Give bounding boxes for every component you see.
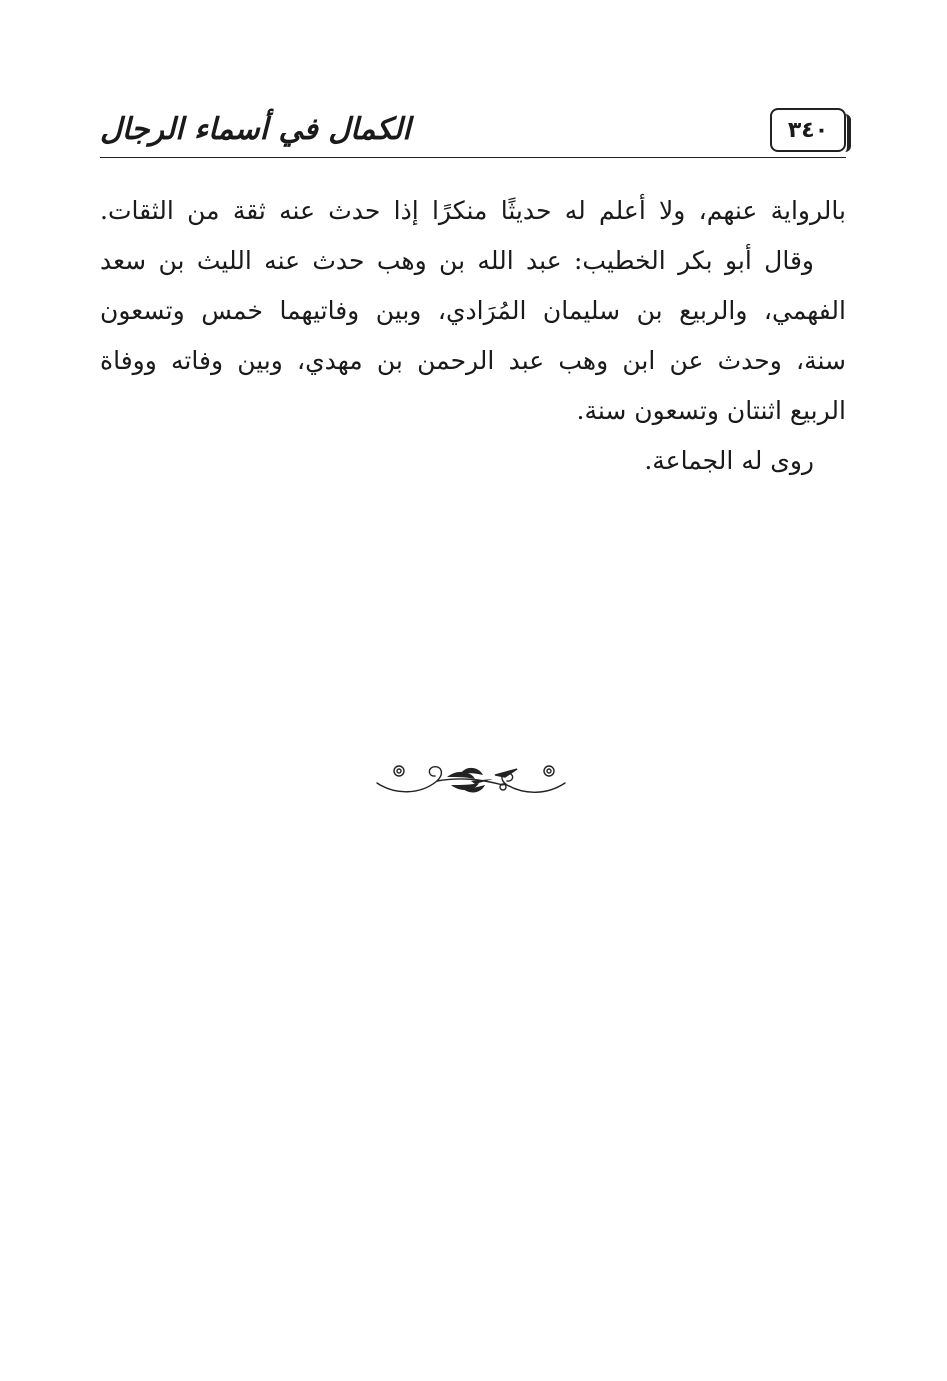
header-divider	[100, 157, 846, 158]
body-text	[100, 186, 846, 486]
page-header	[100, 104, 846, 160]
page-number: ٣٤٠	[787, 117, 829, 143]
text-line-6: روى له الجماعة.	[644, 446, 814, 475]
text-line-4: سنة، وحدث عن ابن وهب عبد الرحمن بن مهدي، وبين وفاته ووفاة	[100, 346, 846, 375]
page-number-box	[770, 108, 846, 152]
text-line-1: بالرواية عنهم، ولا أعلم له حديثًا منكرًا إذا حدث عنه ثقة من الثقات.	[100, 196, 846, 225]
book-title: الكمال في أسماء الرجال	[100, 111, 411, 147]
text-line-3: الفهمي، والربيع بن سليمان المُرَادي، وبين وفاتيهما خمس وتسعون	[100, 296, 846, 325]
floral-divider-icon	[375, 755, 567, 805]
text-line-5: الربيع اثنتان وتسعون سنة.	[576, 396, 846, 425]
text-line-2: وقال أبو بكر الخطيب: عبد الله بن وهب حدث عنه الليث بن سعد	[100, 246, 814, 275]
